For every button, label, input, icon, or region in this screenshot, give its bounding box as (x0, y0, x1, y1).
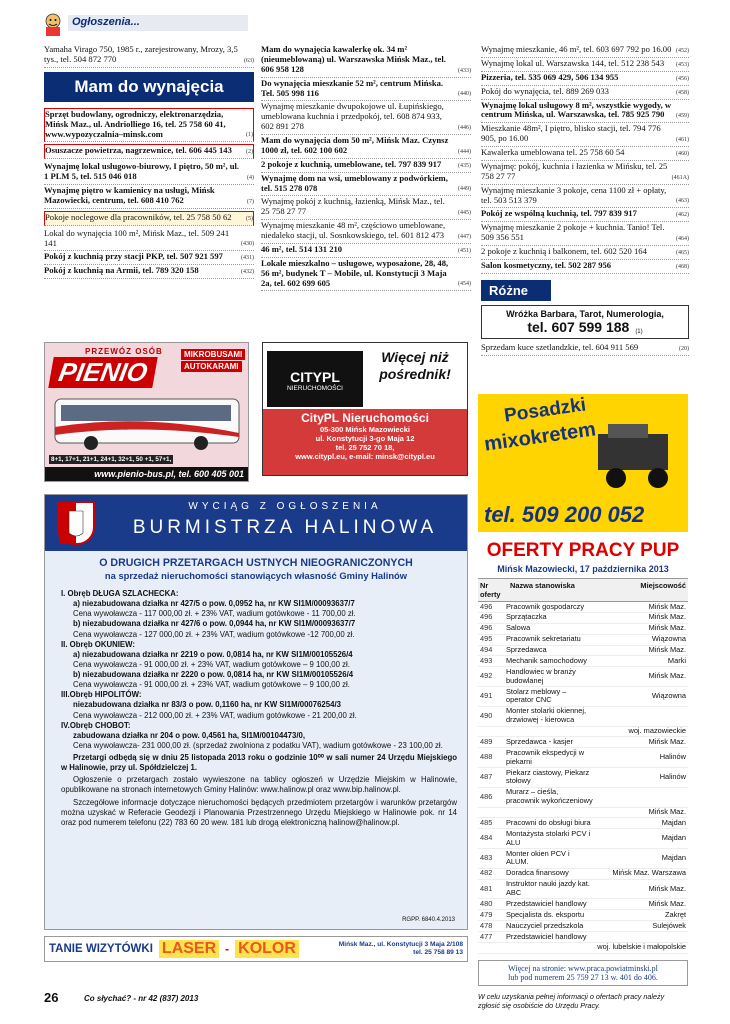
ad-number: (1) (246, 132, 253, 139)
col-header: Miejscowość (640, 581, 686, 590)
column-3 (481, 44, 689, 356)
table-cell (504, 942, 595, 953)
mascot-icon (40, 12, 66, 36)
table-cell: Wiązowna (595, 687, 688, 707)
table-cell: Zakręt (595, 910, 688, 921)
list-item (481, 222, 689, 246)
table-cell: Pracownik ekspedycji w piekarni (504, 748, 595, 768)
pup-offers (478, 540, 688, 1011)
ad-number: (463) (676, 198, 689, 205)
ad-number: (1) (635, 328, 643, 335)
announcement-line: niezabudowana działka nr 83/3 o pow. 0,1160 ha, nr KW SI1M/00076254/3 (73, 700, 341, 710)
ad-text: Wynajmę lokal usługowy 8 m², wszystkie wygody, w centrum Mińska, ul. Warszawska, tel. 785 925 790 (481, 99, 672, 120)
table-cell: Salowa (504, 623, 595, 634)
ad-number: (451) (458, 247, 471, 254)
burmistrz-title: BURMISTRZA HALINOWA (132, 517, 438, 538)
table-cell: Specjalista ds. eksportu (504, 910, 595, 921)
ad-text: Wynajmę mieszkanie dwupokojowe ul. Łupińskiego, umeblowana kuchnia i przedpokój, tel. 608 874 933, 602 891 278 (261, 101, 444, 132)
table-row (478, 768, 688, 788)
citypl-phone: tel. 25 752 70 18, (335, 443, 395, 452)
table-row (478, 942, 688, 953)
table-cell: Halinów (595, 748, 688, 768)
ad-number: (452) (676, 47, 689, 54)
table-cell: Nauczyciel przedszkola (504, 921, 595, 932)
table-cell: 480 (478, 899, 504, 910)
ad-text: Lokale mieszkalno – usługowe, wyposażone, 28, 48, 56 m², budynek T – Mobile, ul. Konstytucji 3 Maja 2a, tel. 602 699 605 (261, 257, 449, 288)
ad-number: (435) (458, 162, 471, 169)
ad-number: (464) (676, 236, 689, 243)
pienio-sub1: MIKROBUSAMI (181, 349, 245, 360)
pup-more (478, 960, 688, 986)
table-cell: 490 (478, 706, 504, 726)
ad-text: Yamaha Virago 750, 1985 r., zarejestrowany, Mrozy, 3,5 tys., tel. 504 872 770 (44, 44, 238, 64)
table-cell: 479 (478, 910, 504, 921)
table-cell: Pracownik gospodarczy (504, 602, 595, 612)
table-row (478, 807, 688, 818)
pienio-ad (44, 342, 249, 482)
tanie-label: TANIE WIZYTÓWKI (49, 943, 153, 955)
ad-text: Pokój do wynajęcia, tel. 889 269 033 (481, 85, 609, 96)
table-cell: Halinów (595, 768, 688, 788)
col-header: Nazwa stanowiska (510, 581, 575, 590)
ad-text: Osuszacze powietrza, nagrzewnice, tel. 606 445 143 (45, 145, 232, 156)
table-cell: Mińsk Maz. (595, 612, 688, 623)
ad-text: 2 pokoje z kuchnią, umeblowane, tel. 797 839 917 (261, 158, 442, 169)
ad-text: Do wynajęcia mieszkanie 52 m², centrum Mińska. Tel. 505 998 116 (261, 77, 444, 98)
table-cell: Przedstawiciel handlowy (504, 932, 595, 943)
table-cell: Monter okien PCV i ALUM. (504, 849, 595, 869)
table-cell (504, 726, 595, 737)
table-cell: Mińsk Maz. Warszawa (595, 868, 688, 879)
table-cell: 496 (478, 623, 504, 634)
list-item (481, 58, 689, 72)
table-cell: woj. lubelskie i małopolskie (597, 942, 686, 952)
ad-number: (468) (676, 263, 689, 270)
table-cell: Instruktor nauki jazdy kat. ABC (504, 879, 595, 899)
banner-mam-do-wynajecia: Mam do wynajęcia (44, 72, 254, 102)
col-header: Nr oferty (480, 581, 501, 599)
citypl-name: CityPL Nieruchomości (301, 411, 429, 425)
ad-number: (431) (241, 255, 254, 262)
table-row (478, 829, 688, 849)
table-cell: 496 (478, 612, 504, 623)
ad-text: Wynajmę pokój z kuchnią, łazienką, Mińsk Maz., tel. 25 758 27 77 (261, 196, 445, 217)
table-cell: 486 (478, 787, 504, 807)
table-cell: Sprzedawca (504, 645, 595, 656)
ad-text: 2 pokoje z kuchnią i balkonem, tel. 602 520 164 (481, 246, 647, 256)
ad-number: (446) (458, 125, 471, 132)
table-cell: 478 (478, 921, 504, 932)
ad-number: (4) (247, 175, 254, 182)
citypl-logo: CITYPL NIERUCHOMOŚCI (267, 351, 363, 407)
tanie-addr: Mińsk Maz., ul. Konstytucji 3 Maja 2/108 (338, 941, 463, 949)
ad-number: (445) (458, 210, 471, 217)
column-1 (44, 44, 254, 279)
announcement-line: III.Obręb HIPOLITÓW: (61, 690, 142, 700)
table-cell: Mechanik samochodowy (504, 656, 595, 667)
table-cell: Handlowiec w branży budowlanej (504, 667, 595, 687)
table-row (478, 868, 688, 879)
tanie-brand2: KOLOR (235, 940, 299, 958)
ad-text: Pokój z kuchnią przy stacji PKP, tel. 507 921 597 (44, 251, 223, 262)
wrozka-phone: tel. 607 599 188 (527, 318, 630, 335)
announcement-line: b) niezabudowana działka nr 427/6 o pow. 0,0944 ha, nr KW SI1M/00093637/7 (73, 619, 356, 629)
pup-table (478, 602, 688, 954)
announcement-line: a) niezabudowana działka nr 2219 o pow. 0,0814 ha, nr KW SI1M/00105526/4 (73, 649, 353, 659)
announcement-line: Cena wywoławcza - 212 000,00 zł. + 23% VAT, wadium gotówkowe - 21 200,00 zł. (73, 710, 357, 720)
ad-text: Wynajmę lokal usługowo-biurowy, I piętro, 50 m², ul. 1 PLM 5, tel. 515 046 018 (44, 161, 240, 182)
table-cell: 488 (478, 748, 504, 768)
wrozka-ad (481, 305, 689, 339)
section-header (40, 12, 250, 36)
citypl-web[interactable]: www.citypl.eu, e-mail: minsk@citypl.eu (295, 452, 435, 461)
table-cell: Monter stolarki okiennej, drzwiowej - kierowca (504, 706, 595, 726)
pup-more-line2: lub pod numerem 25 759 27 13 w. 401 do 406. (508, 972, 658, 982)
ad-number: (465) (676, 249, 689, 256)
announcement-line: Przetargi odbędą się w dniu 25 listopada 2013 roku o godzinie 10⁰⁰ w sali numer 24 Urzędu Miejskiego w Halinowie, przy ul. Spółdzielczej 1. (61, 753, 457, 773)
citypl-ad (262, 342, 468, 476)
table-row (478, 645, 688, 656)
ad-number: (430) (241, 241, 254, 248)
announcement-line: Cena wywoławcza - 91 000,00 zł. + 23% VAT, wadium gotówkowe – 9 100,00 zł. (73, 659, 350, 669)
list-item (44, 211, 254, 226)
ad-number: (63) (244, 57, 254, 64)
tanie-brand1: LASER (159, 940, 219, 958)
burmistrz-body (45, 581, 467, 828)
burmistrz-headline1: O DRUGICH PRZETARGACH USTNYCH NIEOGRANICZONYCH (99, 557, 413, 569)
table-cell: Pracowni do obsługi biura (504, 818, 595, 829)
announcement-line: Szczegółowe informacje dotyczące nieruchomości będących przedmiotem przetargów i warunków przetargów można uzyskać w Referacie Geodezji i Planowania Przestrzennego Urzędu Miejskiego w Halinowie pok. nr 14 oraz pod numerem telefonu (22) 783 60 20 wew. 181 lub drogą elektroniczną halinow@halinow.pl. (61, 797, 457, 827)
list-item (44, 44, 254, 68)
page-number: 26 (44, 990, 59, 1005)
table-row (478, 899, 688, 910)
ad-text: Mieszkanie 48m², I piętro, blisko stacji, tel. 794 776 905, po 16.00 (481, 123, 661, 144)
announcement-line: Cena wywoławcza - 91 000,00 zł. + 23% VAT, wadium gotówkowe – 9 100,00 zł. (73, 680, 350, 690)
ad-number: (447) (458, 233, 471, 240)
announcement-line: Ogłoszenie o przetargach zostało wywieszone na tablicy ogłoszeń w Urzędzie Miejskim w Halinowie, opublikowane na stronach internetowych Gminy Halinów: www.halinow.pl oraz www.bip.halinow.pl. (61, 775, 457, 795)
table-cell: Mińsk Maz. (595, 645, 688, 656)
mixokret-line2: mixokretem (482, 418, 598, 456)
ad-number: (456) (676, 75, 689, 82)
tanie-sep: - (225, 942, 230, 956)
ad-text: Wynajmę mieszkanie 2 pokoje + kuchnia. Tanio! Tel. 509 356 551 (481, 222, 665, 243)
banner-rozne: Różne (481, 280, 551, 301)
table-row (478, 634, 688, 645)
table-cell: Pracownik sekretariatu (504, 634, 595, 645)
list-item: Sprzedam kuce szetlandzkie, tel. 604 911 569 (20) (481, 342, 689, 356)
table-cell: Murarz – cieśla, pracownik wykończeniowy (504, 787, 595, 807)
list-item (44, 251, 254, 265)
table-cell (595, 787, 688, 807)
pup-table-header (478, 578, 688, 602)
ad-text: Mam do wynajęcia dom 50 m², Mińsk Maz. Czynsz 1000 zł, tel. 602 100 602 (261, 135, 449, 155)
bus-image (51, 393, 243, 453)
table-row (478, 787, 688, 807)
ad-text: Sprzęt budowlany, ogrodniczy, elektronarzędzia, Mińsk Maz., ul. Andriolliego 16, tel. 25 758 60 41, www.wypozyczalnia–minsk.com (45, 108, 226, 139)
table-cell: Mińsk Maz. (595, 623, 688, 634)
citypl-slogan: Więcej niż pośrednik! (379, 349, 451, 382)
ad-text: Pizzeria, tel. 535 069 429, 506 134 955 (481, 71, 619, 82)
table-cell: Doradca finansowy (504, 868, 595, 879)
table-cell: Wiązowna (595, 634, 688, 645)
announcement-line: b) niezabudowana działka nr 2220 o pow. 0,0814 ha, nr KW SI1M/00105526/4 (73, 670, 354, 679)
burmistrz-ref: RGPP. 6840.4.2013 (402, 917, 455, 923)
citypl-info (263, 409, 467, 475)
table-cell: Przedstawiciel handlowy (504, 899, 595, 910)
ad-text: Pokój ze wspólną kuchnią, tel. 797 839 917 (481, 208, 637, 219)
table-row (478, 737, 688, 748)
list-item (44, 108, 254, 143)
table-cell: 492 (478, 667, 504, 687)
pup-note: W celu uzyskania pełnej informacji o ofertach pracy należy zgłosić się osobiście do Urzędu Pracy. (478, 991, 665, 1011)
ad-number: (432) (241, 269, 254, 276)
table-cell: 487 (478, 768, 504, 788)
ad-number: (454) (458, 281, 471, 288)
table-row (478, 612, 688, 623)
list-item (44, 144, 254, 159)
ad-text: Wynajmę lokal ul. Warszawska 144, tel. 512 238 543 (481, 57, 665, 68)
burmistrz-announcement (44, 494, 468, 930)
burmistrz-headline2: na sprzedaż nieruchomości stanowiących własność Gminy Halinów (104, 570, 408, 581)
list-item (481, 208, 689, 222)
table-row (478, 667, 688, 687)
table-row (478, 726, 688, 737)
table-cell: 477 (478, 932, 504, 943)
list-item (44, 228, 254, 252)
ad-text: Wynajmę dom na wsi, umeblowany z podwórkiem, tel. 515 278 078 (261, 172, 448, 193)
table-cell: Majdan (595, 849, 688, 869)
list-item (261, 101, 471, 135)
mixokret-machine-image (588, 414, 684, 496)
list-item (261, 44, 471, 78)
pienio-brand: PIENIO (48, 357, 158, 388)
list-item (261, 258, 471, 292)
table-cell (595, 932, 688, 943)
burmistrz-header (45, 495, 467, 551)
table-cell: 483 (478, 849, 504, 869)
list-item (481, 100, 689, 124)
ad-text: Wynajmę mieszkanie 48 m², częściowo umeblowane, niedaleko stacji, ul. Sosnkowskiego, tel. 601 812 473 (261, 220, 446, 240)
table-cell: 489 (478, 737, 504, 748)
ad-text: Wynajmę piętro w kamienicy na usługi, Mińsk Mazowiecki, centrum, tel. 608 410 762 (44, 185, 215, 205)
list-item (261, 78, 471, 102)
table-cell: Sulejówek (595, 921, 688, 932)
pup-more-line1[interactable]: Więcej na stronie: www.praca.powiatminski.pl (508, 963, 658, 973)
table-row (478, 932, 688, 943)
pup-title: OFERTY PRACY PUP (486, 540, 680, 561)
list-item (261, 196, 471, 220)
list-item (44, 265, 254, 279)
pienio-seats: 8+1, 17+1, 21+1, 24+1, 32+1, 50 +1, 57+1, (51, 456, 172, 463)
list-item (44, 185, 254, 209)
list-item (481, 185, 689, 209)
ad-number: (5) (246, 215, 253, 222)
table-cell: Marki (595, 656, 688, 667)
table-cell: 484 (478, 829, 504, 849)
table-row (478, 748, 688, 768)
ad-text: Salon kosmetyczny, tel. 502 287 956 (481, 259, 612, 270)
ad-number: (433) (458, 67, 471, 74)
table-cell: Stolarz meblowy – operator CNC (504, 687, 595, 707)
pienio-sub2: AUTOKARAMI (181, 361, 242, 372)
ad-number: (460) (676, 150, 689, 157)
ad-text: Kawalerka umeblowana tel. 25 758 60 54 (481, 147, 625, 157)
table-row (478, 849, 688, 869)
ad-text: Pokój z kuchnią na Armii, tel. 789 320 158 (44, 265, 199, 276)
citypl-addr1: 05-300 Mińsk Mazowiecki (319, 425, 411, 434)
table-cell (504, 807, 595, 818)
announcement-line: a) niezabudowana działka nr 427/5 o pow. 0,0952 ha, nr KW SI1M/00093637/7 (73, 599, 355, 609)
announcement-line: I. Obręb DŁUGA SZLACHECKA: (61, 589, 179, 598)
table-cell: Majdan (595, 818, 688, 829)
ad-number: (458) (676, 89, 689, 96)
table-cell: Mińsk Maz. (595, 602, 688, 612)
table-row (478, 818, 688, 829)
ad-text: Pokoje noclegowe dla pracowników, tel. 25 758 50 62 (45, 211, 232, 222)
table-cell: 495 (478, 634, 504, 645)
announcement-line: II. Obręb OKUNIEW: (61, 639, 135, 649)
list-item (481, 44, 689, 58)
tanie-phone: tel. 25 758 89 13 (413, 949, 463, 956)
table-cell: 496 (478, 602, 504, 612)
ad-number: (462) (676, 212, 689, 219)
list-item (481, 72, 689, 86)
ad-number: (7) (247, 198, 254, 205)
ad-number: (453) (676, 61, 689, 68)
table-cell: Sprzedawca - kasjer (504, 737, 595, 748)
list-item (481, 147, 689, 161)
ad-text: Mam do wynajęcia kawalerkę ok. 34 m² (nieumeblowaną) ul. Warszawska Mińsk Maz., tel. 606 958 128 (261, 44, 446, 74)
ad-text: Wynajmę: pokój, kuchnia i łazienka w Mińsku, tel. 25 758 27 77 (481, 160, 668, 181)
ad-number: (461A) (671, 174, 689, 181)
table-row (478, 687, 688, 707)
table-cell: Mińsk Maz. (595, 737, 688, 748)
ad-number: (449) (458, 186, 471, 193)
table-row (478, 602, 688, 612)
list-item (261, 220, 471, 244)
list-item (261, 244, 471, 258)
table-row (478, 656, 688, 667)
section-title: Ogłoszenia... (68, 15, 248, 31)
table-cell (478, 807, 504, 818)
table-cell: Piekarz ciastowy, Piekarz stołowy (504, 768, 595, 788)
table-cell: woj. mazowieckie (595, 726, 688, 737)
list-item (261, 135, 471, 159)
announcement-line: Cena wywoławcza - 117 000,00 zł. + 23% VAT, wadium gotówkowe - 11 700,00 zł. (73, 609, 356, 619)
table-cell: 493 (478, 656, 504, 667)
announcement-line: Cena wywoławcza - 127 000,00 zł. + 23% VAT, wadium gotówkowe -12 700,00 zł. (73, 629, 355, 639)
list-item (481, 246, 689, 260)
list-item (481, 161, 689, 185)
table-cell: Montażysta stolarki PCV i ALU (504, 829, 595, 849)
ad-number: (2) (246, 149, 253, 156)
table-cell: Sprzątaczka (504, 612, 595, 623)
table-cell (595, 706, 688, 726)
coat-of-arms-icon (57, 501, 95, 545)
column-2 (261, 44, 471, 291)
ad-text: Wynajmę mieszkanie 3 pokoje, cena 1100 zł + opłaty, tel. 503 513 379 (481, 184, 667, 205)
announcement-line: IV.Obręb CHOBOT: (61, 720, 131, 730)
table-cell: Majdan (595, 829, 688, 849)
citypl-addr2: ul. Konstytucji 3-go Maja 12 (315, 434, 415, 443)
table-row (478, 910, 688, 921)
burmistrz-top: WYCIĄG Z OGŁOSZENIA (188, 501, 382, 512)
pienio-footer: www.pienio-bus.pl, tel. 600 405 001 (45, 467, 248, 481)
table-cell: Mińsk Maz. (595, 899, 688, 910)
table-row (478, 706, 688, 726)
ad-text: 46 m², tel. 514 131 210 (261, 243, 343, 254)
publication-name: Co słychać? - nr 42 (837) 2013 (84, 994, 199, 1003)
list-item (261, 159, 471, 173)
table-cell: 485 (478, 818, 504, 829)
table-cell: 494 (478, 645, 504, 656)
table-cell: Mińsk Maz. (595, 667, 688, 687)
table-cell: 482 (478, 868, 504, 879)
table-row (478, 921, 688, 932)
list-item (481, 123, 689, 147)
tanie-wizytowki-ad (44, 936, 468, 962)
list-item (481, 260, 689, 274)
list-item (44, 161, 254, 185)
table-cell: 491 (478, 687, 504, 707)
mixokret-line1: Posadzki (502, 394, 588, 427)
table-row (478, 623, 688, 634)
table-cell (478, 726, 504, 737)
list-item (481, 86, 689, 100)
ad-number: (440) (458, 91, 471, 98)
pup-subtitle: Mińsk Mazowiecki, 17 października 2013 (497, 564, 669, 574)
ad-number: (459) (676, 113, 689, 120)
table-cell: Mińsk Maz. (595, 879, 688, 899)
ad-number: (461) (676, 137, 689, 144)
announcement-line: Cena wywoławcza- 231 000,00 zł. (sprzedaż zwolniona z podatku VAT), wadium gotówkowe - 23 100,00 zł. (73, 740, 443, 750)
mixokret-ad (478, 394, 688, 532)
ad-number: (444) (458, 148, 471, 155)
announcement-line: zabudowana działka nr 204 o pow. 0,4561 ha, SI1M/00104473/0, (73, 730, 305, 740)
list-item (261, 173, 471, 197)
mixokret-phone: tel. 509 200 052 (484, 502, 645, 527)
table-cell (478, 942, 504, 953)
table-cell: Mińsk Maz. (595, 807, 688, 818)
pienio-top: PRZEWÓZ OSÓB (85, 347, 163, 356)
ad-text: Lokal do wynajęcia 100 m², Mińsk Maz., tel. 509 241 141 (44, 227, 230, 248)
table-cell: 481 (478, 879, 504, 899)
ad-text: Wynajmę mieszkanie, 46 m², tel. 603 697 792 po 16.00 (481, 44, 672, 54)
table-row (478, 879, 688, 899)
wrozka-line1: Wróżka Barbara, Tarot, Numerologia, (506, 308, 664, 319)
